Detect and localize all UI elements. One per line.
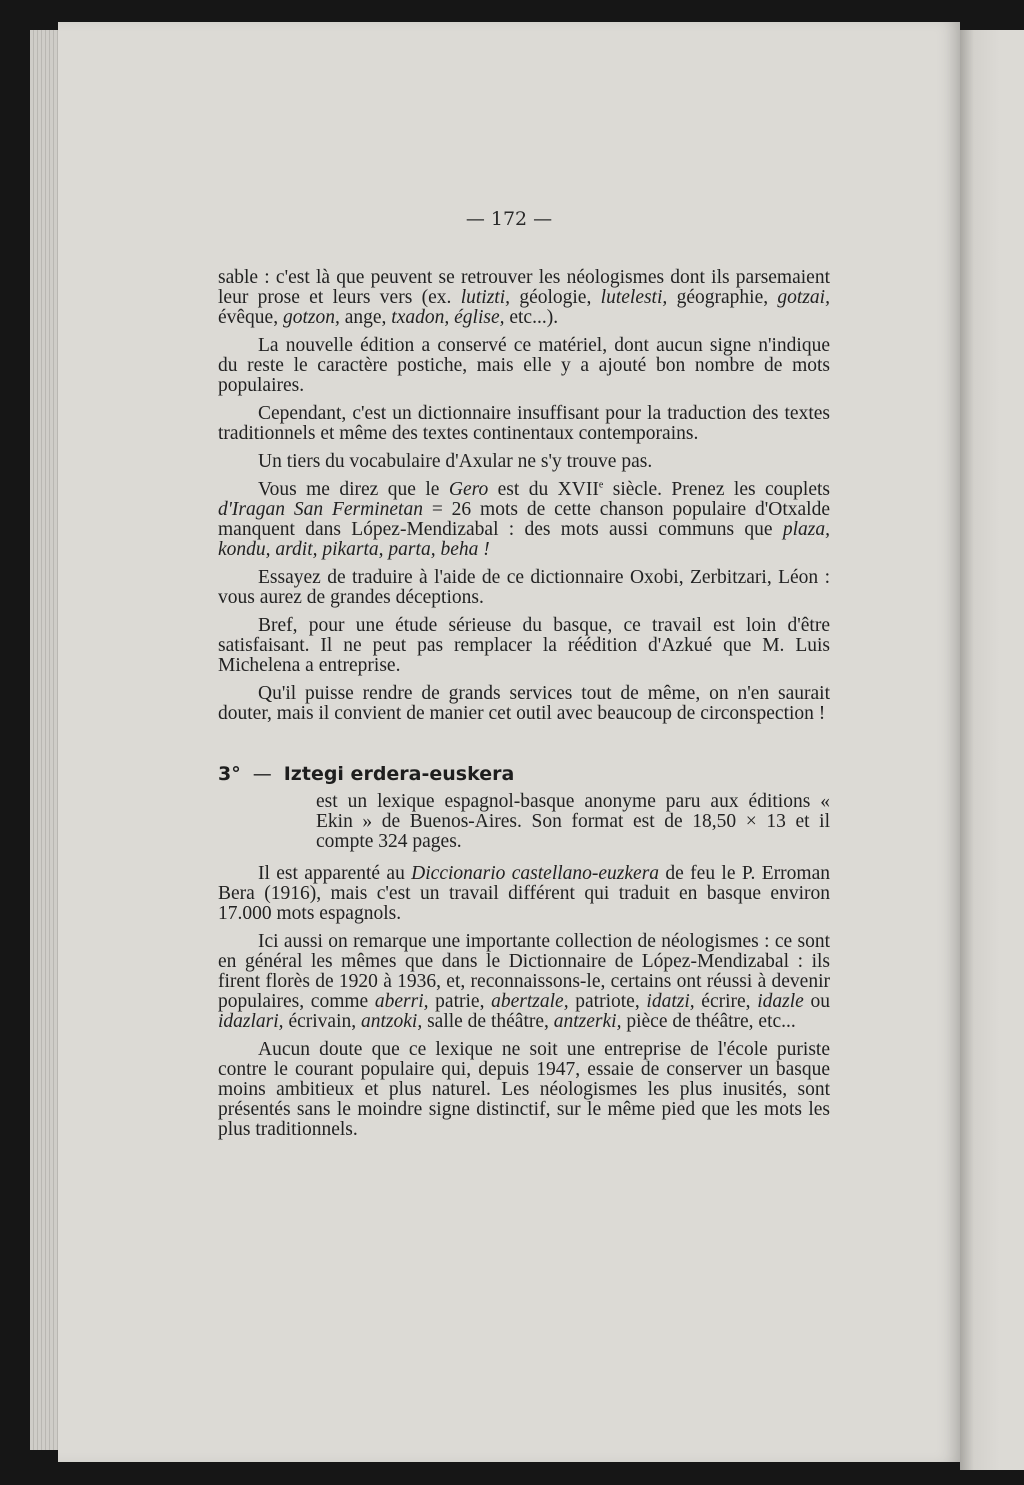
paragraph: Bref, pour une étude sérieuse du basque, ce travail est loin d'être satisfaisant. Il ne peut pas remplacer la réédition d'Azkué que M. Luis Michelena a entreprise. <box>218 615 830 676</box>
paragraph: est un lexique espagnol-basque anonyme paru aux éditions « Ekin » de Buenos-Aires. Son format est de 18,50 × 13 et il compte 324 pages. <box>316 791 830 852</box>
paragraph: Vous me direz que le Gero est du XVIIe siècle. Prenez les couplets d'Iragan San Ferminetan = 26 mots de cette chanson populaire d'Otxalde manquent dans López-Mendizabal : des mots aussi communs que plaza, kondu, ardit, pikarta, parta, beha ! <box>218 479 830 560</box>
page-number: — 172 — <box>465 208 553 230</box>
text-column <box>218 268 830 1148</box>
section-heading <box>218 764 830 784</box>
book-page <box>58 22 960 1462</box>
paragraph: Il est apparenté au Diccionario castellano-euzkera de feu le P. Erroman Bera (1916), mais c'est un travail différent qui traduit en basque environ 17.000 mots espagnols. <box>218 863 830 924</box>
paragraph: Essayez de traduire à l'aide de ce dictionnaire Oxobi, Zerbitzari, Léon : vous aurez de grandes déceptions. <box>218 567 830 608</box>
section-number: 3° <box>218 763 241 785</box>
paragraph: Cependant, c'est un dictionnaire insuffisant pour la traduction des textes traditionnels et même des textes continentaux contemporains. <box>218 403 830 444</box>
paragraph: Ici aussi on remarque une importante collection de néologismes : ce sont en général les mêmes que dans le Dictionnaire de López-Mendizabal : ils firent florès de 1920 à 1936, et, reconnaissons-le, certains ont réussi à devenir populaires, comme aberri, patrie, abertzale, patriote, idatzi, écrire, idazle ou idazlari, écrivain, antzoki, salle de théâtre, antzerki, pièce de théâtre, etc... <box>218 931 831 1032</box>
facing-page-edge <box>960 30 1024 1470</box>
section-title: Iztegi erdera-euskera <box>283 763 515 785</box>
paragraph: Aucun doute que ce lexique ne soit une entreprise de l'école puriste contre le courant populaire qui, depuis 1947, essaie de conserver un basque moins ambitieux et plus naturel. Les néologismes les plus inusités, sont présentés sans le moindre signe distinctif, sur le même pied que les mots les plus traditionnels. <box>218 1039 830 1140</box>
paragraph: Qu'il puisse rendre de grands services tout de même, on n'en saurait douter, mais il convient de manier cet outil avec beaucoup de circonspection ! <box>218 683 830 724</box>
paragraph: La nouvelle édition a conservé ce matériel, dont aucun signe n'indique du reste le caractère postiche, mais elle y a ajouté bon nombre de mots populaires. <box>218 335 830 396</box>
paragraph: sable : c'est là que peuvent se retrouver les néologismes dont ils parsemaient leur prose et leurs vers (ex. lutizti, géologie, lutelesti, géographie, gotzai, évêque, gotzon, ange, txadon, église, etc...). <box>218 267 830 328</box>
paragraph: Un tiers du vocabulaire d'Axular ne s'y trouve pas. <box>258 451 653 472</box>
section-dash: — <box>252 763 272 785</box>
